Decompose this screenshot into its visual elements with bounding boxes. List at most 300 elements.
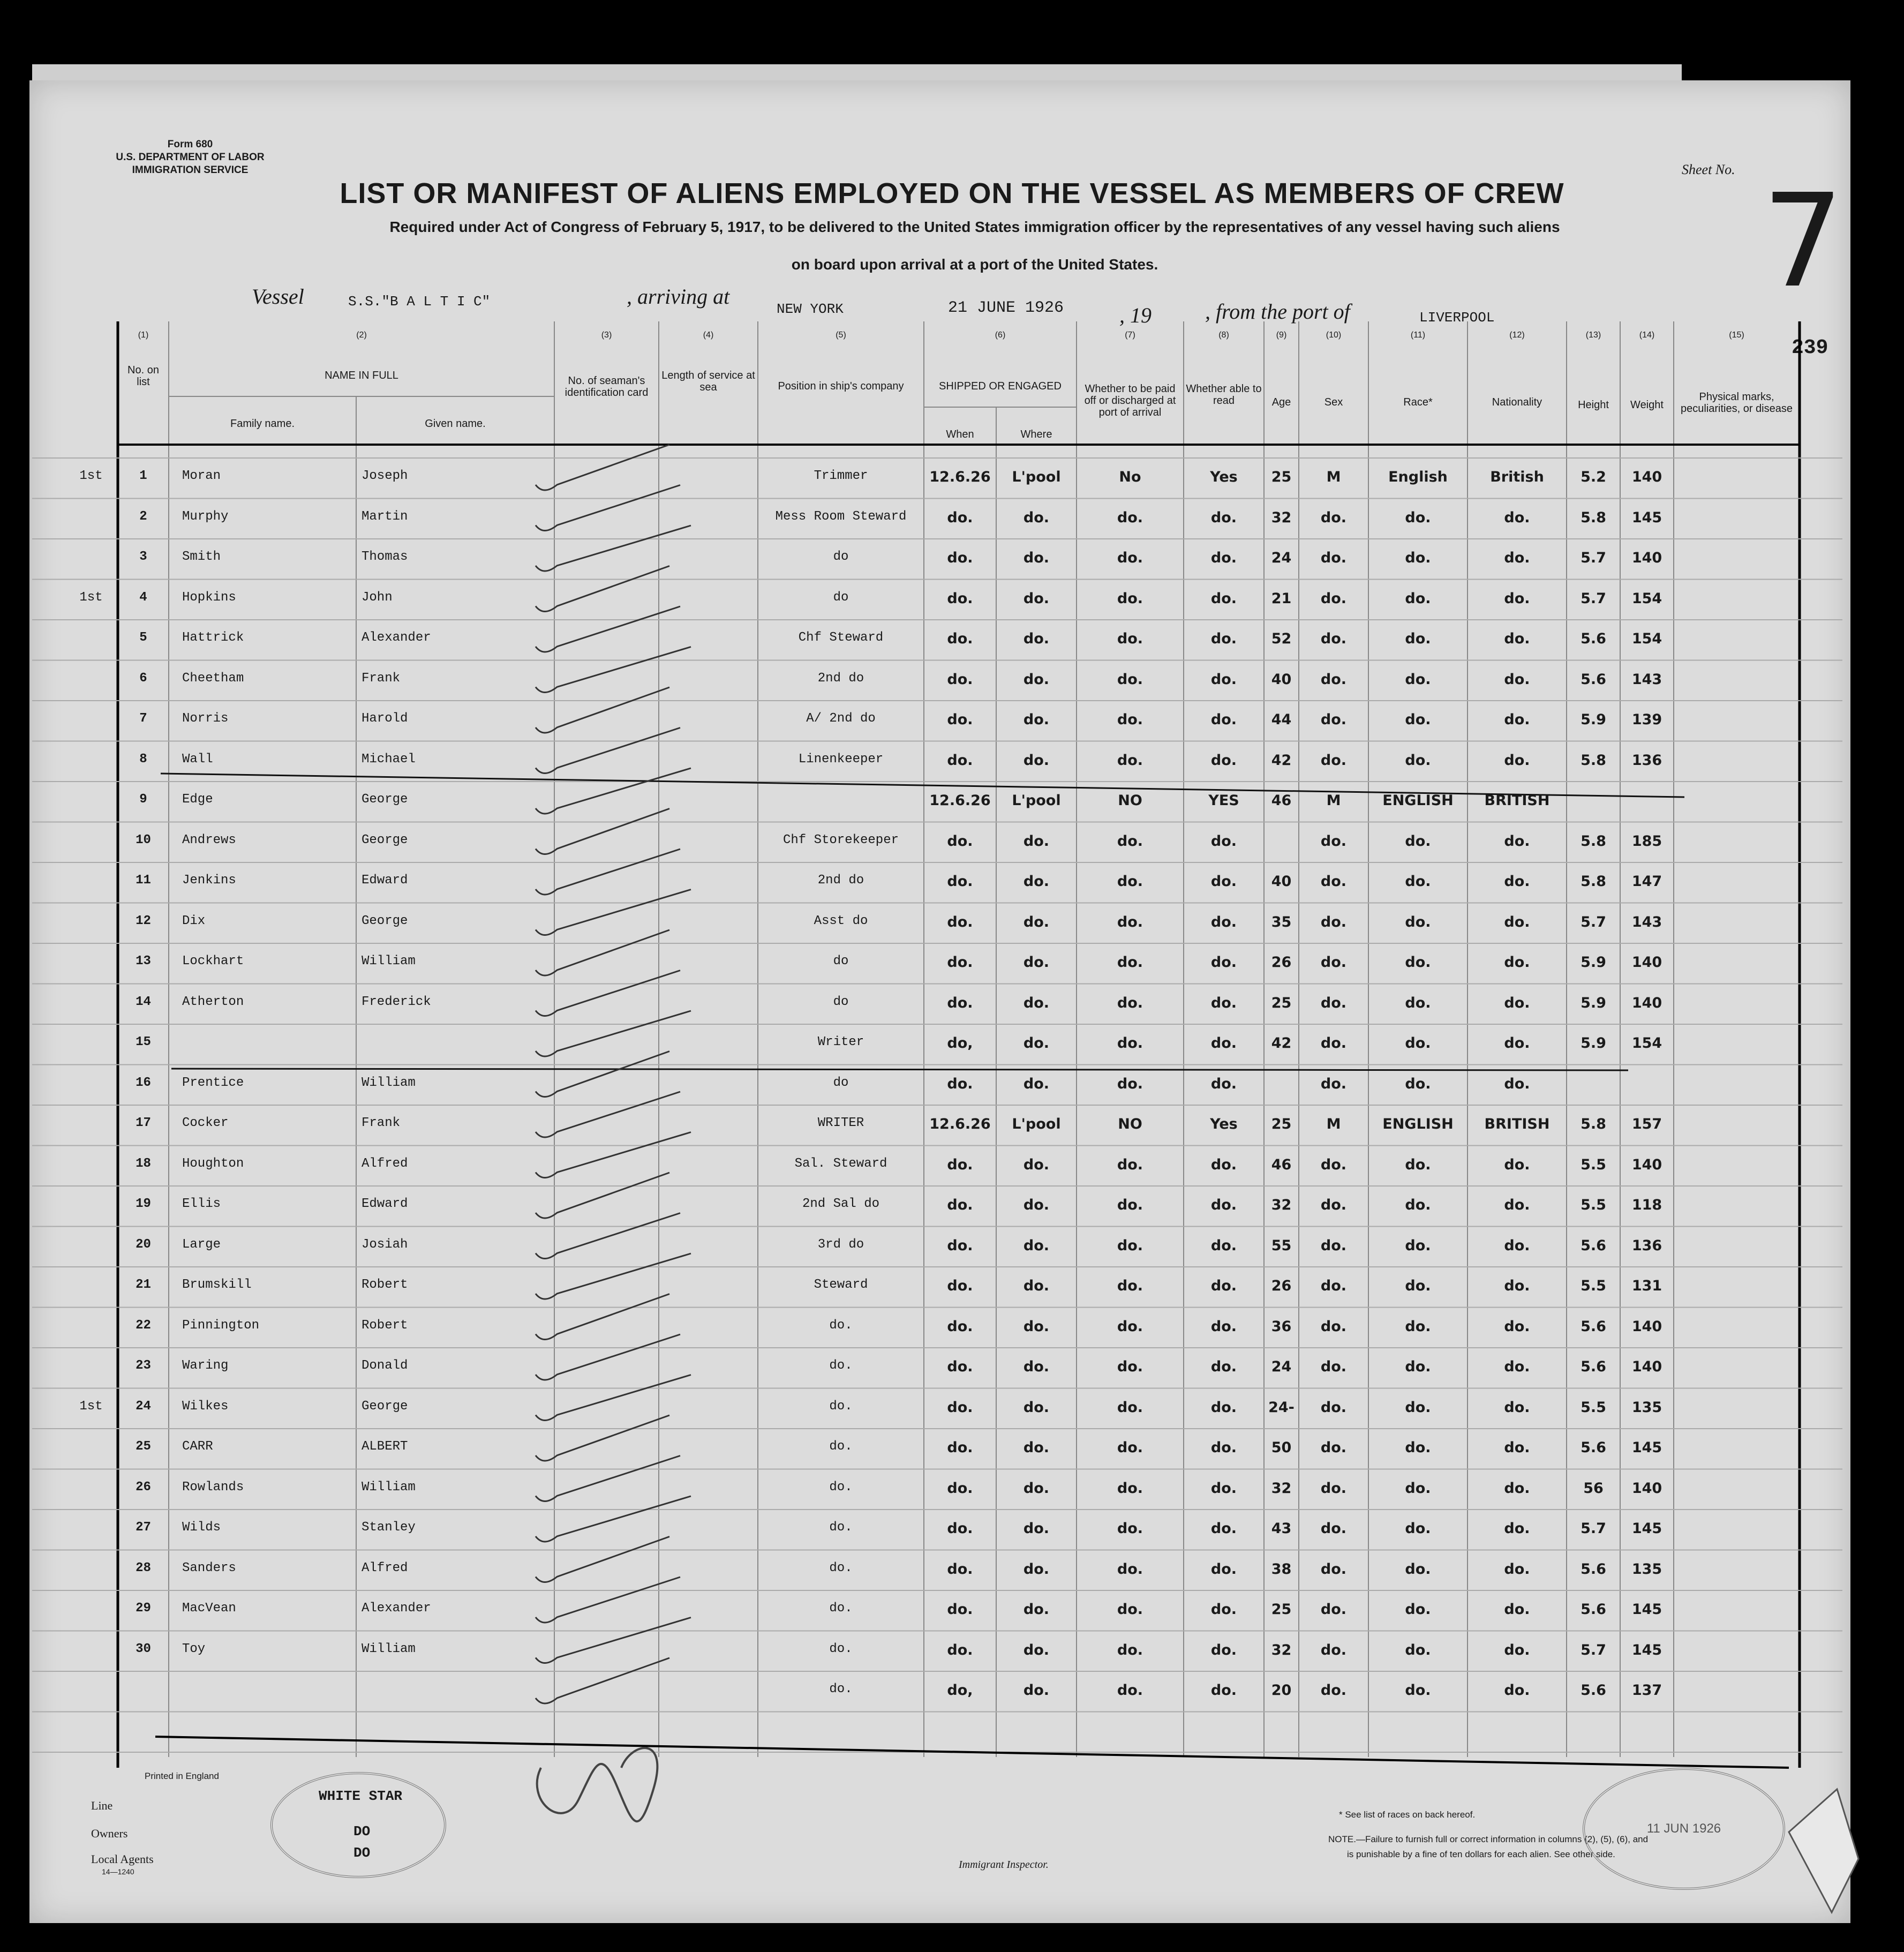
document-title: LIST OR MANIFEST OF ALIENS EMPLOYED ON THE VESSEL AS MEMBERS OF CREW bbox=[340, 177, 1564, 209]
cell-weight: 131 bbox=[1631, 1278, 1662, 1294]
cell-race: English bbox=[1388, 469, 1448, 485]
note-line-2: is punishable by a fine of ten dollars for each alien. See other side. bbox=[1347, 1849, 1615, 1859]
cell-given: William bbox=[362, 954, 416, 969]
cell-given: Alexander bbox=[362, 630, 431, 645]
cell-height: 5.2 bbox=[1581, 469, 1606, 485]
cell-given: Harold bbox=[362, 711, 408, 726]
cell-read: do. bbox=[1210, 1075, 1237, 1092]
tally-check-mark bbox=[536, 768, 691, 814]
cell-nat: do. bbox=[1504, 1520, 1530, 1537]
cell-height: 5.7 bbox=[1581, 590, 1606, 607]
cell-position: do. bbox=[829, 1560, 853, 1575]
cell-nat: do. bbox=[1504, 994, 1530, 1011]
cell-given: Joseph bbox=[362, 469, 408, 483]
cell-given: William bbox=[362, 1075, 416, 1090]
cell-family: Waring bbox=[182, 1358, 229, 1373]
cell-nat: do. bbox=[1504, 954, 1530, 971]
arriving-label: , arriving at bbox=[627, 284, 730, 309]
cell-position: do bbox=[833, 994, 849, 1009]
cell-position: Steward bbox=[814, 1278, 868, 1292]
cell-nat: do. bbox=[1504, 873, 1530, 890]
cell-family: Pinnington bbox=[182, 1318, 260, 1333]
cell-nat: do. bbox=[1504, 1682, 1530, 1699]
cell-given: Josiah bbox=[362, 1237, 408, 1252]
cell-position: do. bbox=[829, 1480, 853, 1495]
cell-read: do. bbox=[1210, 1237, 1237, 1254]
cell-paid: do. bbox=[1117, 1318, 1143, 1335]
cell-weight: 145 bbox=[1631, 1641, 1662, 1658]
cell-paid: do. bbox=[1117, 1237, 1143, 1254]
cell-nat: do. bbox=[1504, 1641, 1530, 1658]
cell-height: 5.8 bbox=[1581, 873, 1606, 890]
cell-given: George bbox=[362, 792, 408, 807]
cell-height: 5.8 bbox=[1581, 1116, 1606, 1132]
cell-given: George bbox=[362, 832, 408, 847]
cell-paid: do. bbox=[1117, 1439, 1143, 1456]
cell-family: Murphy bbox=[182, 509, 229, 524]
cell-family: Edge bbox=[182, 792, 213, 807]
shipping-office-stamp-right bbox=[1583, 1768, 1785, 1890]
cell-read: do. bbox=[1210, 832, 1237, 850]
cell-when: do. bbox=[947, 1156, 973, 1173]
cell-sex: do. bbox=[1320, 1197, 1347, 1213]
cell-where: do. bbox=[1023, 1156, 1050, 1173]
cell-weight: 140 bbox=[1631, 954, 1662, 971]
cell-when: do. bbox=[947, 1520, 973, 1537]
cell-paid: No bbox=[1119, 469, 1141, 485]
column-number: (8) bbox=[1218, 331, 1229, 340]
cell-age: 36 bbox=[1271, 1318, 1292, 1335]
cell-given: Stanley bbox=[362, 1520, 416, 1535]
note-line-1: NOTE.—Failure to furnish full or correct information in columns (2), (5), (6), and bbox=[1328, 1834, 1649, 1844]
cell-read: Yes bbox=[1210, 1116, 1238, 1132]
cell-weight: 140 bbox=[1631, 1358, 1662, 1375]
cell-read: do. bbox=[1210, 590, 1237, 607]
cell-where: do. bbox=[1023, 1197, 1050, 1213]
cell-family: Wilkes bbox=[182, 1399, 229, 1414]
cell-sex: do. bbox=[1320, 954, 1347, 971]
cell-where: do. bbox=[1023, 1601, 1050, 1618]
cell-read: do. bbox=[1210, 1156, 1237, 1173]
cell-weight: 143 bbox=[1631, 913, 1662, 930]
cell-age: 24 bbox=[1271, 550, 1292, 566]
column-number: (2) bbox=[356, 331, 367, 340]
cell-when: do. bbox=[947, 1318, 973, 1335]
cell-race: do. bbox=[1405, 1035, 1431, 1052]
cell-height: 56 bbox=[1583, 1480, 1604, 1497]
tally-check-mark bbox=[536, 1294, 669, 1340]
cell-position: do. bbox=[829, 1439, 853, 1454]
cell-read: do. bbox=[1210, 954, 1237, 971]
cell-given: Frank bbox=[362, 1116, 401, 1130]
cell-when: do. bbox=[947, 550, 973, 566]
cell-sex: do. bbox=[1320, 711, 1347, 728]
cell-no: 29 bbox=[136, 1601, 151, 1616]
cell-when: do. bbox=[947, 1197, 973, 1213]
cell-nat: do. bbox=[1504, 1156, 1530, 1173]
cell-read: do. bbox=[1210, 1358, 1237, 1375]
cell-age: 38 bbox=[1271, 1560, 1292, 1578]
cell-sex: M bbox=[1326, 792, 1341, 809]
cell-where: do. bbox=[1023, 1682, 1050, 1699]
cell-age: 21 bbox=[1271, 590, 1292, 607]
footer-line-value: WHITE STAR bbox=[319, 1788, 403, 1804]
cell-family: Sanders bbox=[182, 1560, 236, 1575]
cell-no: 30 bbox=[136, 1641, 151, 1656]
cell-nat: British bbox=[1490, 469, 1544, 485]
cell-weight: 145 bbox=[1631, 1439, 1662, 1456]
cell-given: Alfred bbox=[362, 1560, 408, 1575]
from-port-label: , from the port of bbox=[1205, 299, 1350, 324]
tally-check-mark bbox=[536, 1132, 691, 1178]
cell-nat: BRITISH bbox=[1484, 1116, 1550, 1132]
cell-paid: do. bbox=[1117, 1480, 1143, 1497]
cell-race: do. bbox=[1405, 913, 1431, 930]
stamp-date: 11 JUN 1926 bbox=[1646, 1821, 1721, 1836]
cell-position: A/ 2nd do bbox=[806, 711, 876, 726]
cell-where: do. bbox=[1023, 1358, 1050, 1375]
cell-paid: do. bbox=[1117, 1682, 1143, 1699]
cell-read: do. bbox=[1210, 752, 1237, 769]
cell-family: Smith bbox=[182, 550, 221, 564]
cell-age: 50 bbox=[1271, 1439, 1292, 1456]
cell-sex: do. bbox=[1320, 550, 1347, 566]
cell-where: do. bbox=[1023, 1237, 1050, 1254]
cell-race: do. bbox=[1405, 590, 1431, 607]
cell-family: Hopkins bbox=[182, 590, 236, 605]
cell-no: 3 bbox=[139, 550, 147, 564]
cell-read: do. bbox=[1210, 1520, 1237, 1537]
cell-sex: do. bbox=[1320, 1237, 1347, 1254]
cell-paid: do. bbox=[1117, 550, 1143, 566]
cell-given: Robert bbox=[362, 1318, 408, 1333]
cell-given: Edward bbox=[362, 1197, 408, 1211]
cell-no: 10 bbox=[136, 832, 151, 847]
cell-race: do. bbox=[1405, 994, 1431, 1011]
header-position: Position in ship's company bbox=[778, 380, 904, 392]
tally-check-mark bbox=[536, 1253, 691, 1299]
cell-given: George bbox=[362, 913, 408, 928]
cell-paid: do. bbox=[1117, 1560, 1143, 1578]
cell-sex: do. bbox=[1320, 1682, 1347, 1699]
cell-paid: do. bbox=[1117, 671, 1143, 688]
cell-position: 2nd Sal do bbox=[802, 1197, 880, 1211]
column-number: (10) bbox=[1326, 331, 1342, 340]
cell-position: Linenkeeper bbox=[798, 752, 884, 767]
cell-where: do. bbox=[1023, 1480, 1050, 1497]
column-number: (7) bbox=[1125, 331, 1135, 340]
tally-check-mark bbox=[536, 809, 669, 854]
column-number: (13) bbox=[1585, 331, 1601, 340]
cell-read: Yes bbox=[1210, 469, 1238, 485]
cell-paid: do. bbox=[1117, 711, 1143, 728]
cell-when: do. bbox=[947, 1075, 973, 1092]
cell-age: 20 bbox=[1271, 1682, 1292, 1699]
year-label: , 19 bbox=[1119, 303, 1152, 327]
cell-when: do. bbox=[947, 509, 973, 526]
cell-where: do. bbox=[1023, 590, 1050, 607]
header-shipped: SHIPPED OR ENGAGED bbox=[939, 380, 1062, 392]
cell-sex: do. bbox=[1320, 1075, 1347, 1092]
cell-position: do bbox=[833, 550, 849, 564]
cell-when: do. bbox=[947, 711, 973, 728]
cell-sex: do. bbox=[1320, 590, 1347, 607]
cell-weight: 154 bbox=[1631, 1035, 1662, 1052]
cell-family: Wilds bbox=[182, 1520, 221, 1535]
cell-family: Jenkins bbox=[182, 873, 236, 888]
cell-where: do. bbox=[1023, 550, 1050, 566]
cell-age: 46 bbox=[1271, 1156, 1292, 1173]
cell-when: do. bbox=[947, 1399, 973, 1416]
vessel-name: S.S."B A L T I C" bbox=[348, 294, 491, 310]
cell-nat: do. bbox=[1504, 1237, 1530, 1254]
cell-height: 5.6 bbox=[1581, 1318, 1606, 1335]
cell-paid: do. bbox=[1117, 1520, 1143, 1537]
tally-check-mark bbox=[536, 1375, 691, 1421]
cell-nat: do. bbox=[1504, 1358, 1530, 1375]
cell-height: 5.7 bbox=[1581, 550, 1606, 566]
cell-weight: 143 bbox=[1631, 671, 1662, 688]
cell-nat: do. bbox=[1504, 752, 1530, 769]
column-number: (1) bbox=[138, 331, 149, 340]
cell-family: MacVean bbox=[182, 1601, 236, 1616]
cell-family: Lockhart bbox=[182, 954, 244, 969]
cell-paid: do. bbox=[1117, 1278, 1143, 1294]
cell-given: Donald bbox=[362, 1358, 408, 1373]
cell-when: 12.6.26 bbox=[929, 792, 991, 809]
footer-agents-code: 14—1240 bbox=[102, 1867, 134, 1876]
cell-nat: do. bbox=[1504, 1197, 1530, 1213]
cell-age: 42 bbox=[1271, 1035, 1292, 1052]
cell-paid: do. bbox=[1117, 509, 1143, 526]
tally-check-mark bbox=[536, 566, 669, 612]
form-department: U.S. DEPARTMENT OF LABOR bbox=[116, 152, 265, 163]
cell-family: Moran bbox=[182, 469, 221, 483]
cell-position: Writer bbox=[817, 1035, 864, 1049]
cell-when: do. bbox=[947, 1641, 973, 1658]
cell-age: 25 bbox=[1271, 994, 1292, 1011]
cell-where: do. bbox=[1023, 1520, 1050, 1537]
tally-check-mark bbox=[536, 445, 669, 490]
cell-position: 3rd do bbox=[817, 1237, 864, 1252]
header-family-name: Family name. bbox=[230, 418, 295, 430]
cell-where: L'pool bbox=[1012, 792, 1061, 809]
cell-age: 25 bbox=[1271, 469, 1292, 485]
cell-given: Alexander bbox=[362, 1601, 431, 1616]
cell-where: do. bbox=[1023, 1439, 1050, 1456]
cell-where: do. bbox=[1023, 1399, 1050, 1416]
cell-family: Prentice bbox=[182, 1075, 244, 1090]
cell-no: 15 bbox=[136, 1035, 151, 1049]
cell-read: do. bbox=[1210, 1601, 1237, 1618]
cell-when: do. bbox=[947, 954, 973, 971]
cell-when: do. bbox=[947, 994, 973, 1011]
subtitle-line-1: Required under Act of Congress of February 5, 1917, to be delivered to the United States immigration officer by the representatives of any vessel having such aliens bbox=[389, 219, 1560, 235]
cell-no: 11 bbox=[136, 873, 151, 888]
header-when: When bbox=[946, 429, 974, 440]
cell-age: 52 bbox=[1271, 630, 1292, 647]
cell-when: do. bbox=[947, 671, 973, 688]
cell-nat: do. bbox=[1504, 1075, 1530, 1092]
cell-when: do, bbox=[947, 1035, 973, 1052]
cell-given: ALBERT bbox=[362, 1439, 408, 1454]
cell-height: 5.6 bbox=[1581, 671, 1606, 688]
header-weight: Weight bbox=[1630, 399, 1664, 411]
cell-race: do. bbox=[1405, 1641, 1431, 1658]
cell-height: 5.6 bbox=[1581, 630, 1606, 647]
cell-height: 5.7 bbox=[1581, 1520, 1606, 1537]
cell-weight: 136 bbox=[1631, 752, 1662, 769]
cell-nat: do. bbox=[1504, 509, 1530, 526]
cell-sex: do. bbox=[1320, 1156, 1347, 1173]
cell-family: Large bbox=[182, 1237, 221, 1252]
cell-no: 12 bbox=[136, 913, 151, 928]
cell-position: Chf Storekeeper bbox=[782, 832, 899, 847]
cell-nat: do. bbox=[1504, 1601, 1530, 1618]
cell-when: do. bbox=[947, 873, 973, 890]
tally-check-mark bbox=[536, 1052, 669, 1097]
cell-no: 21 bbox=[136, 1278, 151, 1292]
cell-position: WRITER bbox=[817, 1116, 864, 1130]
folded-corner bbox=[1789, 1789, 1858, 1912]
footer-agents-label: Local Agents bbox=[91, 1852, 154, 1866]
cell-no: 26 bbox=[136, 1480, 151, 1495]
cell-family: Hattrick bbox=[182, 630, 244, 645]
cell-weight: 135 bbox=[1631, 1399, 1662, 1416]
cell-race: do. bbox=[1405, 1318, 1431, 1335]
cell-weight: 147 bbox=[1631, 873, 1662, 890]
cell-family: Atherton bbox=[182, 994, 244, 1009]
header-marks: Physical marks, peculiarities, or disease bbox=[1681, 391, 1793, 415]
cell-age: 24 bbox=[1271, 1358, 1292, 1375]
cell-no: 20 bbox=[136, 1237, 151, 1252]
cell-paid: do. bbox=[1117, 832, 1143, 850]
cell-weight: 118 bbox=[1631, 1197, 1662, 1213]
cell-no: 14 bbox=[136, 994, 151, 1009]
header-paid-off: Whether to be paid off or discharged at port of arrival bbox=[1084, 383, 1176, 418]
cell-nat: do. bbox=[1504, 1399, 1530, 1416]
cell-where: do. bbox=[1023, 1075, 1050, 1092]
cell-weight: 140 bbox=[1631, 994, 1662, 1011]
cell-given: Martin bbox=[362, 509, 408, 524]
cell-paid: NO bbox=[1118, 1116, 1142, 1132]
cell-sex: do. bbox=[1320, 1318, 1347, 1335]
column-number: (5) bbox=[836, 331, 846, 340]
vessel-label: Vessel bbox=[252, 284, 304, 309]
form-number: Form 680 bbox=[167, 139, 213, 150]
cell-race: do. bbox=[1405, 671, 1431, 688]
cell-given: Alfred bbox=[362, 1156, 408, 1171]
cell-when: do. bbox=[947, 1480, 973, 1497]
cell-family: Toy bbox=[182, 1641, 206, 1656]
cell-where: do. bbox=[1023, 913, 1050, 930]
cell-race: do. bbox=[1405, 1197, 1431, 1213]
cell-nat: do. bbox=[1504, 550, 1530, 566]
cell-race: do. bbox=[1405, 1520, 1431, 1537]
cell-family: Cocker bbox=[182, 1116, 229, 1130]
cell-no: 18 bbox=[136, 1156, 151, 1171]
cell-age: 35 bbox=[1271, 913, 1292, 930]
cell-age: 40 bbox=[1271, 873, 1292, 890]
cell-no: 4 bbox=[139, 590, 147, 605]
cell-where: L'pool bbox=[1012, 1116, 1061, 1132]
cell-position: do. bbox=[829, 1520, 853, 1535]
cell-height: 5.9 bbox=[1581, 1035, 1606, 1052]
cell-when: do. bbox=[947, 913, 973, 930]
cell-height: 5.6 bbox=[1581, 1358, 1606, 1375]
cell-nat: do. bbox=[1504, 590, 1530, 607]
page-number: 239 bbox=[1792, 336, 1828, 359]
cell-position: do. bbox=[829, 1318, 853, 1333]
cell-paid: do. bbox=[1117, 1601, 1143, 1618]
cell-sex: M bbox=[1326, 469, 1341, 485]
header-length-service: Length of service at sea bbox=[661, 370, 755, 393]
cell-age: 55 bbox=[1271, 1237, 1292, 1254]
cell-nat: do. bbox=[1504, 671, 1530, 688]
cell-where: do. bbox=[1023, 873, 1050, 890]
cell-note: 1st bbox=[79, 590, 103, 605]
footer-line-label: Line bbox=[91, 1799, 113, 1812]
cell-race: do. bbox=[1405, 711, 1431, 728]
subtitle-line-2: on board upon arrival at a port of the United States. bbox=[791, 256, 1158, 273]
header-id-card: No. of seaman's identification card bbox=[565, 375, 649, 399]
cell-family: CARR bbox=[182, 1439, 213, 1454]
cell-when: do. bbox=[947, 1358, 973, 1375]
cell-weight: 139 bbox=[1631, 711, 1662, 728]
column-number: (3) bbox=[601, 331, 612, 340]
cell-family: Wall bbox=[182, 752, 213, 767]
cell-where: do. bbox=[1023, 1318, 1050, 1335]
cell-paid: do. bbox=[1117, 1197, 1143, 1213]
cell-read: do. bbox=[1210, 630, 1237, 647]
arrival-date: 21 JUNE 1926 bbox=[948, 299, 1064, 317]
cell-weight: 140 bbox=[1631, 1156, 1662, 1173]
cell-position: do. bbox=[829, 1682, 853, 1696]
cell-nat: do. bbox=[1504, 1035, 1530, 1052]
cell-when: do, bbox=[947, 1682, 973, 1699]
footer-owners-label: Owners bbox=[91, 1827, 128, 1840]
column-number: (15) bbox=[1729, 331, 1744, 340]
cell-height: 5.6 bbox=[1581, 1560, 1606, 1578]
cell-age: 44 bbox=[1271, 711, 1292, 728]
sheet-number: 7 bbox=[1762, 166, 1844, 316]
cell-race: do. bbox=[1405, 954, 1431, 971]
cell-race: do. bbox=[1405, 1358, 1431, 1375]
cell-age: 43 bbox=[1271, 1520, 1292, 1537]
tally-check-mark bbox=[536, 1415, 669, 1461]
cell-nat: do. bbox=[1504, 1480, 1530, 1497]
cell-where: do. bbox=[1023, 1560, 1050, 1578]
cell-weight: 140 bbox=[1631, 469, 1662, 485]
cell-no: 5 bbox=[139, 630, 147, 645]
tally-check-mark bbox=[536, 1618, 691, 1663]
cell-sex: do. bbox=[1320, 873, 1347, 890]
cell-read: do. bbox=[1210, 1439, 1237, 1456]
cell-where: do. bbox=[1023, 1035, 1050, 1052]
cell-given: Robert bbox=[362, 1278, 408, 1292]
cell-read: do. bbox=[1210, 1560, 1237, 1578]
header-sex: Sex bbox=[1324, 396, 1343, 408]
cell-when: do. bbox=[947, 590, 973, 607]
cell-race: do. bbox=[1405, 509, 1431, 526]
cell-when: do. bbox=[947, 1278, 973, 1294]
cell-race: do. bbox=[1405, 1601, 1431, 1618]
cell-height: 5.9 bbox=[1581, 994, 1606, 1011]
cell-weight: 140 bbox=[1631, 550, 1662, 566]
cell-note: 1st bbox=[79, 469, 103, 483]
cell-when: 12.6.26 bbox=[929, 1116, 991, 1132]
cell-read: do. bbox=[1210, 1278, 1237, 1294]
